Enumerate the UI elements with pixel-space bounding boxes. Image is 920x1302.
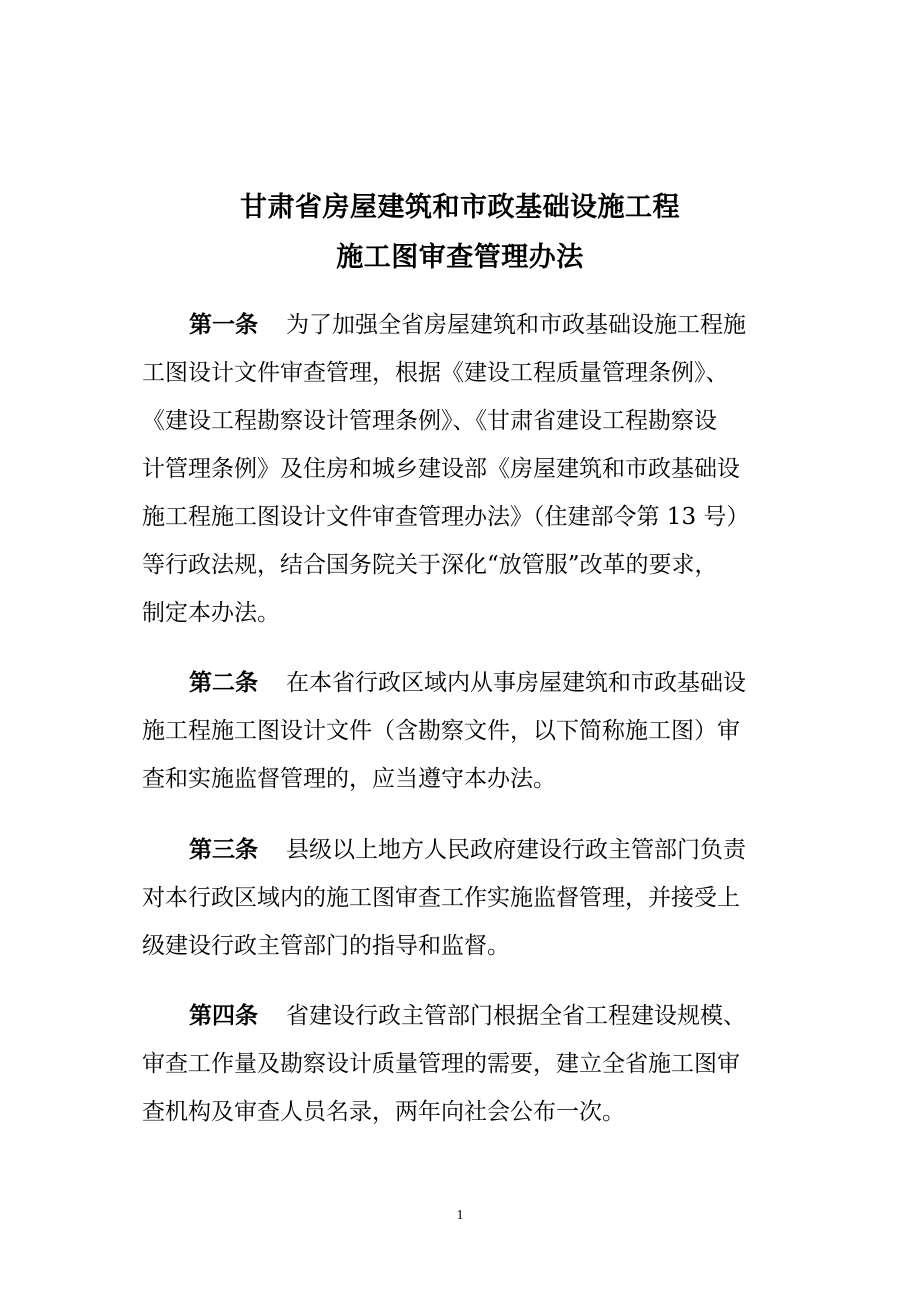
article-text-line: 施工程施工图设计文件（含勘察文件，以下简称施工图）审 [142, 718, 740, 744]
article-label: 第四条 [189, 1003, 258, 1029]
article-label: 第三条 [189, 837, 258, 863]
document-title-line-1: 甘肃省房屋建筑和市政基础设施工程 [240, 192, 680, 223]
article-text-line: 施工程施工图设计文件审查管理办法》（住建部令第 13 号） [142, 504, 750, 530]
article-text-line: 等行政法规，结合国务院关于深化“放管服”改革的要求， [142, 552, 718, 578]
article-text-line: 制定本办法。 [142, 600, 280, 626]
article-text-line: 为了加强全省房屋建筑和市政基础设施工程施 [286, 312, 746, 338]
article-text-line: 《建设工程勘察设计管理条例》、《甘肃省建设工程勘察设 [142, 408, 717, 434]
article-text-line: 计管理条例》及住房和城乡建设部《房屋建筑和市政基础设 [142, 456, 740, 482]
article-text-line: 在本省行政区域内从事房屋建筑和市政基础设 [286, 670, 746, 696]
article-text-line: 工图设计文件审查管理，根据《建设工程质量管理条例》、 [142, 360, 729, 386]
article-label: 第一条 [189, 312, 258, 338]
article-text-line: 县级以上地方人民政府建设行政主管部门负责 [286, 837, 746, 863]
article-text-line: 级建设行政主管部门的指导和监督。 [142, 933, 510, 959]
article-text-line: 查和实施监督管理的，应当遵守本办法。 [142, 766, 556, 792]
article-label: 第二条 [189, 670, 258, 696]
document-title-line-2: 施工图审查管理办法 [336, 242, 584, 273]
article-text-line: 对本行政区域内的施工图审查工作实施监督管理，并接受上 [142, 885, 740, 911]
page-number: 1 [456, 1208, 464, 1223]
article-text-line: 查机构及审查人员名录，两年向社会公布一次。 [142, 1099, 625, 1125]
article-text-line: 审查工作量及勘察设计质量管理的需要，建立全省施工图审 [142, 1051, 740, 1077]
article-text-line: 省建设行政主管部门根据全省工程建设规模、 [286, 1003, 746, 1029]
